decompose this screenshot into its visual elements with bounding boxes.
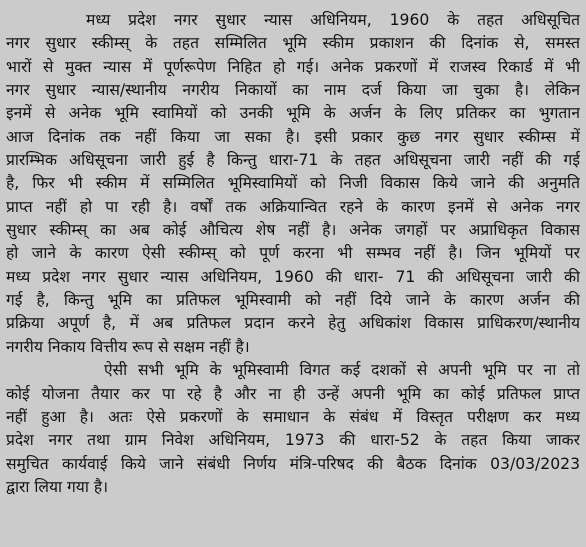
paragraph-1-line-6: आज दिनांक तक नहीं किया जा सका है। इसी प्रकार कुछ नगर सुधार स्कीम्स में xyxy=(6,127,580,146)
paragraph-1-line-13: गई है, किन्तु भूमि का प्रतिफल भूमिस्वामी को नहीं दिये जाने के कारण अर्जन की xyxy=(6,291,580,310)
paragraph-1-line-11: हो जाने के कारण ऐसी स्कीम्स् को पूर्ण करना भी सम्भव नहीं है। जिन भूमियों पर xyxy=(6,244,580,263)
paragraph-1-line-9: प्राप्त नहीं हो पा रही है। वर्षों तक अक्रियान्वित रहने के कारण इनमें से अनेक नगर xyxy=(6,197,580,216)
paragraph-1-line-2: नगर सुधार स्कीम्स् के तहत सम्मिलित भूमि स्कीम प्रकाशन की दिनांक से, समस्त xyxy=(6,34,580,53)
paragraph-1-line-14: प्रक्रिया अपूर्ण है, में अब प्रतिफल प्रदान करने हेतु अधिकांश विकास प्राधिकरण/स्थानीय xyxy=(6,314,580,333)
paragraph-2-line-5: समुचित कार्यवाई किये जाने संबंधी निर्णय मंत्रि-परिषद की बैठक दिनांक 03/03/2023 xyxy=(6,454,580,473)
paragraph-2-line-4: प्रदेश नगर तथा ग्राम निवेश अधिनियम, 1973 की धारा-52 के तहत किया जाकर xyxy=(6,431,580,450)
paragraph-2-line-2: कोई योजना तैयार कर पा रहे है और ना ही उन्हें अपनी भूमि का कोई प्रतिफल प्राप्त xyxy=(6,384,580,403)
paragraph-1-line-4: नगर सुधार न्यास/स्थानीय नगरीय निकायों का नाम दर्ज किया जा चुका है। लेकिन xyxy=(6,81,580,100)
paragraph-1-line-3: भारों से मुक्त न्यास में पूर्णरूपेण निहित हो गई। अनेक प्रकरणों में राजस्व रिकार्ड में भी xyxy=(6,57,580,76)
paragraph-1-line-1: मध्य प्रदेश नगर सुधार न्यास अधिनियम, 1960 के तहत अधिसूचित xyxy=(86,11,580,29)
paragraph-1-line-10: सुधार स्कीम्स् का अब कोई औचित्य शेष नहीं है। अनेक जगहों पर अप्राधिकृत विकास xyxy=(6,221,580,240)
paragraph-1-line-8: है, फिर भी स्कीम में सम्मिलित भूमिस्वामियों को निजी विकास किये जाने की अनुमति xyxy=(6,174,580,193)
paragraph-1-line-12: मध्य प्रदेश नगर सुधार न्यास अधिनियम, 1960 की धारा- 71 की अधिसूचना जारी की xyxy=(6,267,580,286)
paragraph-1-line-7: प्रारम्भिक अधिसूचना जारी हुई है किन्तु धारा-71 के तहत अधिसूचना जारी नहीं की गई xyxy=(6,151,580,170)
paragraph-2-line-6: द्वारा लिया गया है। xyxy=(6,477,109,496)
paragraph-2-line-3: नहीं हुआ है। अतः ऐसे प्रकरणों के समाधान के संबंध में विस्तृत परीक्षण कर मध्य xyxy=(6,407,580,426)
paragraph-1-line-5: इनमें से अनेक भूमि स्वामियों को उनकी भूमि के अर्जन के लिए प्रतिकर का भुगतान xyxy=(6,104,580,123)
paragraph-2-line-1: ऐसी सभी भूमि के भूमिस्वामी विगत कई दशकों से अपनी भूमि पर ना तो xyxy=(104,361,580,380)
paragraph-1-line-15: नगरीय निकाय वित्तीय रूप से सक्षम नहीं है। xyxy=(6,337,250,356)
